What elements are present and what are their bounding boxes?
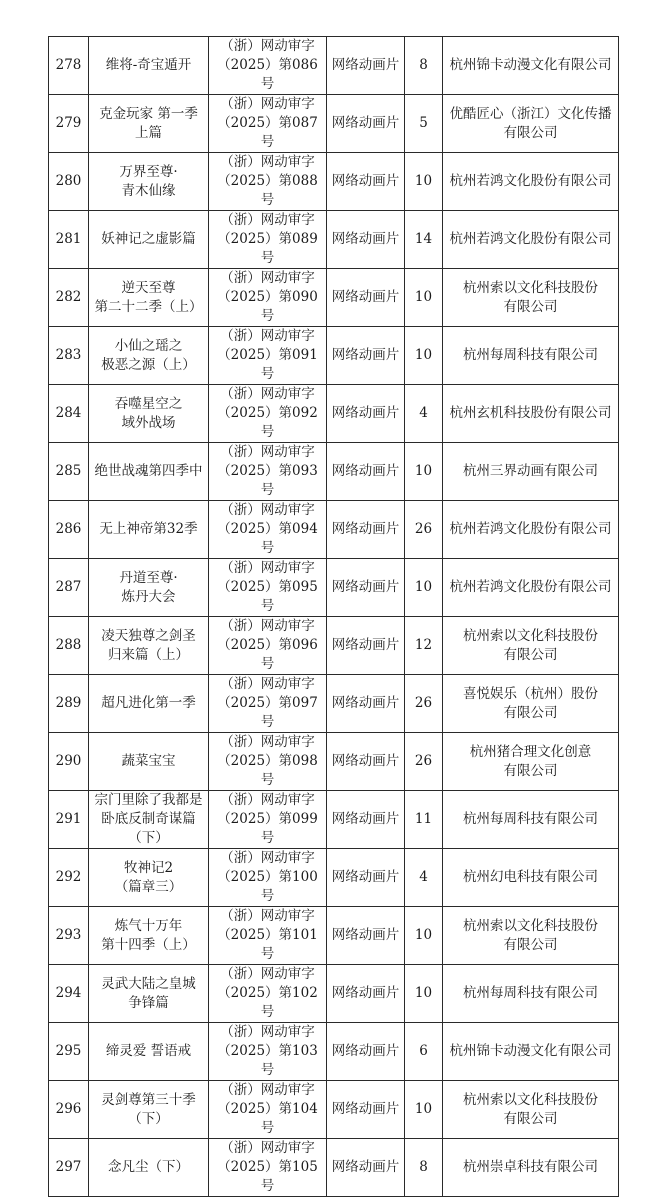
work-type: 网络动画片 bbox=[327, 617, 405, 675]
work-title: 吞噬星空之 域外战场 bbox=[89, 385, 209, 443]
work-title: 缔灵爱 誓语戒 bbox=[89, 1023, 209, 1081]
work-title: 万界至尊· 青木仙缘 bbox=[89, 153, 209, 211]
episode-count: 6 bbox=[405, 1023, 443, 1081]
table-row bbox=[49, 617, 619, 675]
row-number: 285 bbox=[49, 443, 89, 501]
license-number: （浙）网动审字 （2025）第096号 bbox=[209, 617, 327, 675]
row-number: 297 bbox=[49, 1139, 89, 1197]
work-title: 宗门里除了我都是 卧底反制奇谋篇 （下） bbox=[89, 791, 209, 849]
episode-count: 4 bbox=[405, 385, 443, 443]
table-row bbox=[49, 327, 619, 385]
row-number: 290 bbox=[49, 733, 89, 791]
episode-count: 10 bbox=[405, 1081, 443, 1139]
episode-count: 8 bbox=[405, 1139, 443, 1197]
row-number: 281 bbox=[49, 211, 89, 269]
producer-company: 杭州锦卡动漫文化有限公司 bbox=[443, 37, 619, 95]
license-number: （浙）网动审字 （2025）第090号 bbox=[209, 269, 327, 327]
license-number: （浙）网动审字 （2025）第094号 bbox=[209, 501, 327, 559]
license-number: （浙）网动审字 （2025）第104号 bbox=[209, 1081, 327, 1139]
episode-count: 10 bbox=[405, 907, 443, 965]
work-title: 蔬菜宝宝 bbox=[89, 733, 209, 791]
license-number: （浙）网动审字 （2025）第105号 bbox=[209, 1139, 327, 1197]
work-title: 丹道至尊· 炼丹大会 bbox=[89, 559, 209, 617]
table-row bbox=[49, 269, 619, 327]
row-number: 287 bbox=[49, 559, 89, 617]
approval-table bbox=[48, 36, 619, 1197]
work-type: 网络动画片 bbox=[327, 907, 405, 965]
row-number: 295 bbox=[49, 1023, 89, 1081]
row-number: 286 bbox=[49, 501, 89, 559]
row-number: 294 bbox=[49, 965, 89, 1023]
episode-count: 8 bbox=[405, 37, 443, 95]
episode-count: 4 bbox=[405, 849, 443, 907]
table-row bbox=[49, 95, 619, 153]
row-number: 296 bbox=[49, 1081, 89, 1139]
license-number: （浙）网动审字 （2025）第087号 bbox=[209, 95, 327, 153]
work-type: 网络动画片 bbox=[327, 153, 405, 211]
table-row bbox=[49, 1139, 619, 1197]
row-number: 282 bbox=[49, 269, 89, 327]
producer-company: 杭州若鸿文化股份有限公司 bbox=[443, 559, 619, 617]
work-type: 网络动画片 bbox=[327, 849, 405, 907]
row-number: 284 bbox=[49, 385, 89, 443]
producer-company: 杭州若鸿文化股份有限公司 bbox=[443, 153, 619, 211]
license-number: （浙）网动审字 （2025）第091号 bbox=[209, 327, 327, 385]
table-row bbox=[49, 733, 619, 791]
license-number: （浙）网动审字 （2025）第102号 bbox=[209, 965, 327, 1023]
episode-count: 10 bbox=[405, 269, 443, 327]
episode-count: 26 bbox=[405, 733, 443, 791]
work-type: 网络动画片 bbox=[327, 385, 405, 443]
producer-company: 杭州每周科技有限公司 bbox=[443, 791, 619, 849]
work-type: 网络动画片 bbox=[327, 965, 405, 1023]
license-number: （浙）网动审字 （2025）第097号 bbox=[209, 675, 327, 733]
work-title: 维将-奇宝遁开 bbox=[89, 37, 209, 95]
table-row bbox=[49, 501, 619, 559]
producer-company: 优酷匠心（浙江）文化传播 有限公司 bbox=[443, 95, 619, 153]
work-title: 无上神帝第32季 bbox=[89, 501, 209, 559]
row-number: 288 bbox=[49, 617, 89, 675]
producer-company: 杭州每周科技有限公司 bbox=[443, 965, 619, 1023]
work-type: 网络动画片 bbox=[327, 95, 405, 153]
work-type: 网络动画片 bbox=[327, 501, 405, 559]
work-type: 网络动画片 bbox=[327, 37, 405, 95]
license-number: （浙）网动审字 （2025）第099号 bbox=[209, 791, 327, 849]
episode-count: 10 bbox=[405, 327, 443, 385]
episode-count: 26 bbox=[405, 675, 443, 733]
producer-company: 杭州玄机科技股份有限公司 bbox=[443, 385, 619, 443]
license-number: （浙）网动审字 （2025）第095号 bbox=[209, 559, 327, 617]
license-number: （浙）网动审字 （2025）第101号 bbox=[209, 907, 327, 965]
table-body bbox=[49, 37, 619, 1197]
work-type: 网络动画片 bbox=[327, 327, 405, 385]
table-row bbox=[49, 675, 619, 733]
producer-company: 杭州锦卡动漫文化有限公司 bbox=[443, 1023, 619, 1081]
episode-count: 10 bbox=[405, 153, 443, 211]
table-row bbox=[49, 1023, 619, 1081]
table-row bbox=[49, 37, 619, 95]
work-title: 炼气十万年 第十四季（上） bbox=[89, 907, 209, 965]
work-title: 小仙之瑶之 极恶之源（上） bbox=[89, 327, 209, 385]
producer-company: 杭州若鸿文化股份有限公司 bbox=[443, 501, 619, 559]
table-row bbox=[49, 211, 619, 269]
work-type: 网络动画片 bbox=[327, 559, 405, 617]
table-row bbox=[49, 907, 619, 965]
license-number: （浙）网动审字 （2025）第103号 bbox=[209, 1023, 327, 1081]
work-title: 灵剑尊第三十季 （下） bbox=[89, 1081, 209, 1139]
work-type: 网络动画片 bbox=[327, 443, 405, 501]
producer-company: 杭州索以文化科技股份 有限公司 bbox=[443, 907, 619, 965]
row-number: 292 bbox=[49, 849, 89, 907]
table-row bbox=[49, 1081, 619, 1139]
table-row bbox=[49, 153, 619, 211]
row-number: 289 bbox=[49, 675, 89, 733]
producer-company: 杭州索以文化科技股份 有限公司 bbox=[443, 617, 619, 675]
table-row bbox=[49, 385, 619, 443]
row-number: 283 bbox=[49, 327, 89, 385]
producer-company: 杭州每周科技有限公司 bbox=[443, 327, 619, 385]
work-title: 超凡进化第一季 bbox=[89, 675, 209, 733]
license-number: （浙）网动审字 （2025）第093号 bbox=[209, 443, 327, 501]
work-type: 网络动画片 bbox=[327, 1081, 405, 1139]
episode-count: 12 bbox=[405, 617, 443, 675]
row-number: 280 bbox=[49, 153, 89, 211]
license-number: （浙）网动审字 （2025）第089号 bbox=[209, 211, 327, 269]
work-type: 网络动画片 bbox=[327, 1139, 405, 1197]
table-row bbox=[49, 965, 619, 1023]
table-row bbox=[49, 443, 619, 501]
work-type: 网络动画片 bbox=[327, 733, 405, 791]
work-title: 灵武大陆之皇城 争锋篇 bbox=[89, 965, 209, 1023]
episode-count: 14 bbox=[405, 211, 443, 269]
license-number: （浙）网动审字 （2025）第098号 bbox=[209, 733, 327, 791]
work-type: 网络动画片 bbox=[327, 675, 405, 733]
episode-count: 26 bbox=[405, 501, 443, 559]
work-type: 网络动画片 bbox=[327, 1023, 405, 1081]
work-title: 逆天至尊 第二十二季（上） bbox=[89, 269, 209, 327]
producer-company: 杭州猪合理文化创意 有限公司 bbox=[443, 733, 619, 791]
row-number: 293 bbox=[49, 907, 89, 965]
work-type: 网络动画片 bbox=[327, 269, 405, 327]
producer-company: 杭州幻电科技有限公司 bbox=[443, 849, 619, 907]
table-row bbox=[49, 849, 619, 907]
row-number: 291 bbox=[49, 791, 89, 849]
producer-company: 杭州索以文化科技股份 有限公司 bbox=[443, 269, 619, 327]
producer-company: 杭州三界动画有限公司 bbox=[443, 443, 619, 501]
work-title: 妖神记之虚影篇 bbox=[89, 211, 209, 269]
episode-count: 10 bbox=[405, 965, 443, 1023]
producer-company: 杭州若鸿文化股份有限公司 bbox=[443, 211, 619, 269]
producer-company: 喜悦娱乐（杭州）股份 有限公司 bbox=[443, 675, 619, 733]
producer-company: 杭州崇卓科技有限公司 bbox=[443, 1139, 619, 1197]
episode-count: 10 bbox=[405, 443, 443, 501]
work-title: 牧神记2 （篇章三） bbox=[89, 849, 209, 907]
work-title: 克金玩家 第一季 上篇 bbox=[89, 95, 209, 153]
episode-count: 5 bbox=[405, 95, 443, 153]
work-title: 念凡尘（下） bbox=[89, 1139, 209, 1197]
work-title: 凌天独尊之剑圣 归来篇（上） bbox=[89, 617, 209, 675]
work-type: 网络动画片 bbox=[327, 211, 405, 269]
license-number: （浙）网动审字 （2025）第092号 bbox=[209, 385, 327, 443]
license-number: （浙）网动审字 （2025）第086号 bbox=[209, 37, 327, 95]
work-title: 绝世战魂第四季中 bbox=[89, 443, 209, 501]
producer-company: 杭州索以文化科技股份 有限公司 bbox=[443, 1081, 619, 1139]
episode-count: 11 bbox=[405, 791, 443, 849]
row-number: 279 bbox=[49, 95, 89, 153]
license-number: （浙）网动审字 （2025）第088号 bbox=[209, 153, 327, 211]
episode-count: 10 bbox=[405, 559, 443, 617]
table-row bbox=[49, 559, 619, 617]
table-row bbox=[49, 791, 619, 849]
license-number: （浙）网动审字 （2025）第100号 bbox=[209, 849, 327, 907]
row-number: 278 bbox=[49, 37, 89, 95]
work-type: 网络动画片 bbox=[327, 791, 405, 849]
